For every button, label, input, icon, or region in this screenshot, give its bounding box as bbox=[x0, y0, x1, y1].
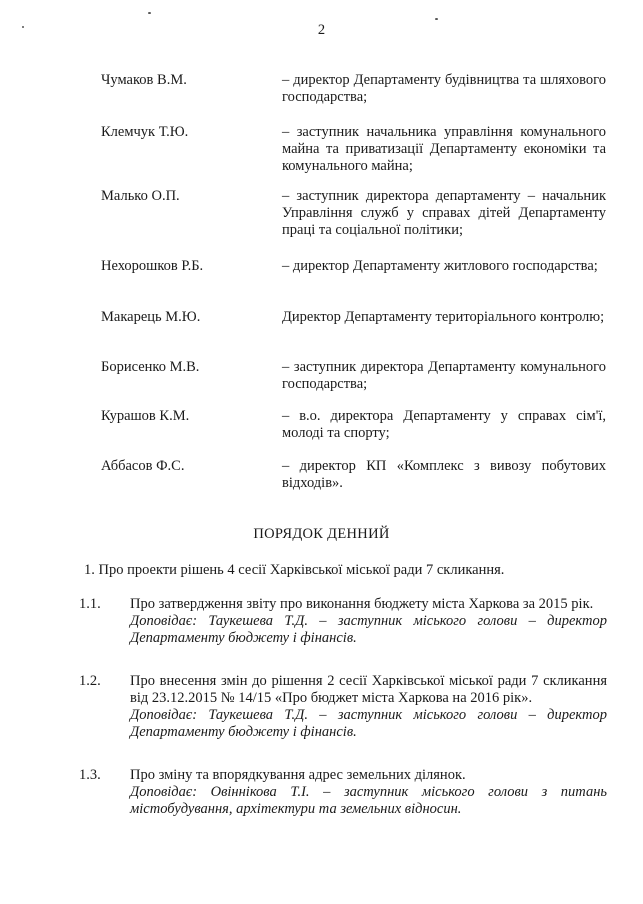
attendee-name: Малько О.П. bbox=[101, 188, 180, 204]
attendee-role: – директор Департаменту житлового господарства; bbox=[282, 258, 598, 274]
page-number: 2 bbox=[317, 22, 326, 38]
attendee-name: Макарець М.Ю. bbox=[101, 309, 201, 325]
agenda-heading: ПОРЯДОК ДЕННИЙ bbox=[253, 526, 390, 542]
attendee-role: – директор КП «Комплекс з вивозу побутових відходів». bbox=[282, 458, 606, 491]
agenda-item-title: Про затвердження звіту про виконання бюджету міста Харкова за 2015 рік. bbox=[130, 596, 594, 612]
agenda-item-body bbox=[130, 767, 607, 818]
agenda-item-body bbox=[130, 673, 607, 741]
scan-speck bbox=[435, 18, 438, 20]
attendee-role: – заступник директора Департаменту комунального господарства; bbox=[282, 359, 606, 392]
agenda-item-speaker: Доповідає: Таукешева Т.Д. – заступник міського голови – директор Департаменту бюджету і фінансів. bbox=[130, 613, 607, 646]
attendee-role: – в.о. директора Департаменту у справах сім'ї, молоді та спорту; bbox=[282, 408, 606, 441]
agenda-item-title: Про внесення змін до рішення 2 сесії Харківської міської ради 7 скликання від 23.12.2015 № 14/15 «Про бюджет міста Харкова на 2016 рік». bbox=[130, 673, 607, 706]
agenda-item-title: Про зміну та впорядкування адрес земельних ділянок. bbox=[130, 767, 466, 783]
attendee-name: Борисенко М.В. bbox=[101, 359, 200, 375]
attendee-role: – заступник начальника управління комунального майна та приватизації Департаменту економіки та комунального майна; bbox=[282, 124, 606, 174]
attendee-name: Чумаков В.М. bbox=[101, 72, 187, 88]
agenda-intro: 1. Про проекти рішень 4 сесії Харківської міської ради 7 скликання. bbox=[84, 562, 505, 578]
attendee-name: Клемчук Т.Ю. bbox=[101, 124, 189, 140]
agenda-item-body bbox=[130, 596, 607, 647]
attendee-name: Аббасов Ф.С. bbox=[101, 458, 185, 474]
scan-speck bbox=[148, 12, 151, 14]
attendee-role: – директор Департаменту будівництва та шляхового господарства; bbox=[282, 72, 606, 105]
attendee-name: Нехорошков Р.Б. bbox=[101, 258, 204, 274]
agenda-item-speaker: Доповідає: Таукешева Т.Д. – заступник міського голови – директор Департаменту бюджету і фінансів. bbox=[130, 707, 607, 740]
attendee-name: Курашов К.М. bbox=[101, 408, 190, 424]
agenda-item-number: 1.1. bbox=[79, 596, 101, 612]
agenda-item-number: 1.3. bbox=[79, 767, 101, 783]
agenda-item-number: 1.2. bbox=[79, 673, 101, 689]
attendee-role: – заступник директора департаменту – начальник Управління служб у справах дітей Департаменту праці та соціальної політики; bbox=[282, 188, 606, 238]
agenda-item-speaker: Доповідає: Овіннікова Т.І. – заступник міського голови з питань містобудування, архітектури та земельних відносин. bbox=[130, 784, 607, 817]
attendee-role: Директор Департаменту територіального контролю; bbox=[282, 309, 605, 325]
